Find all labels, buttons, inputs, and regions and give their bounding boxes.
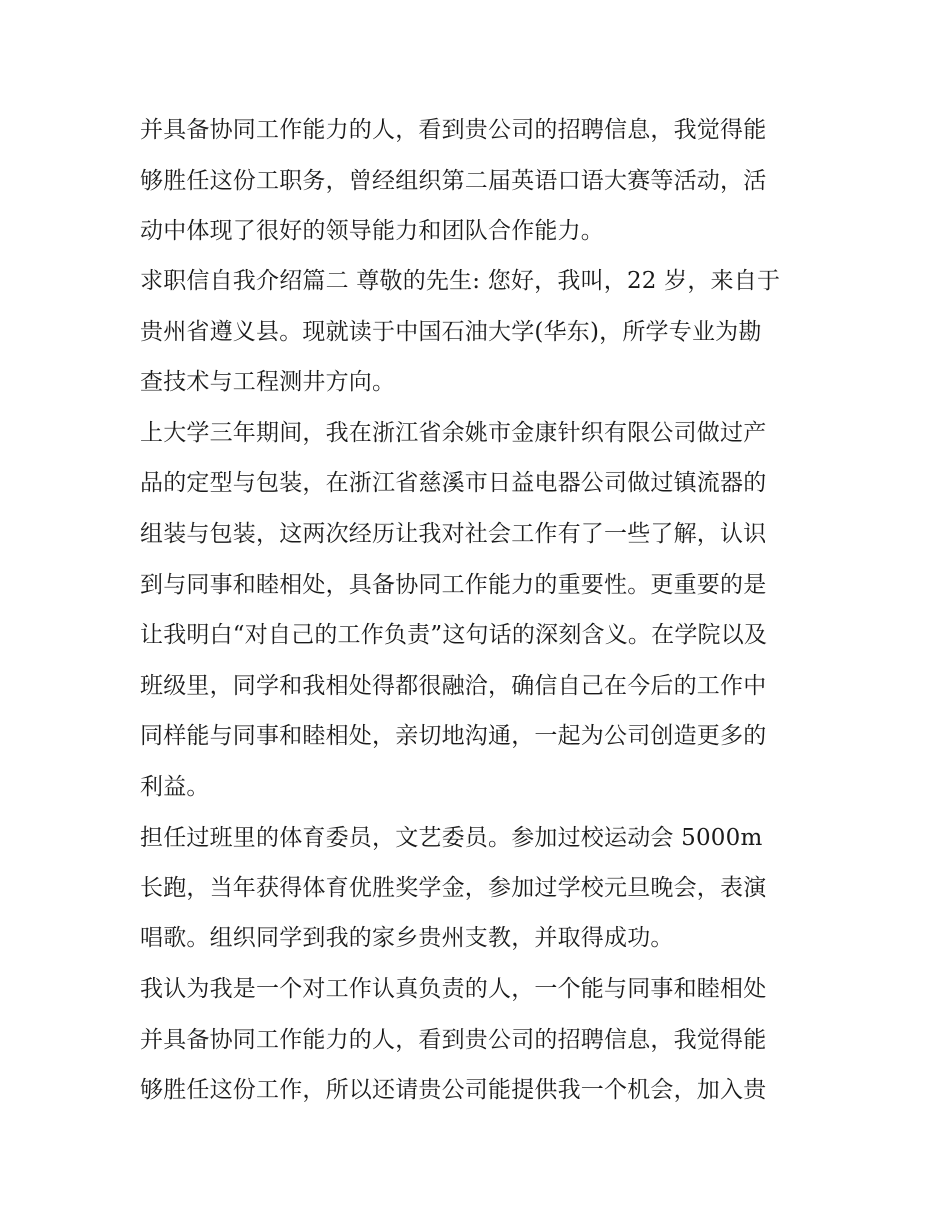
text-line: 并具备协同工作能力的人，看到贵公司的招聘信息，我觉得能 [140, 117, 767, 143]
text-line: 够胜任这份工职务，曾经组织第二届英语口语大赛等活动，活 [140, 168, 767, 194]
text-line: 贵州省遵义县。现就读于中国石油大学(华东)，所学专业为勘 [140, 319, 762, 345]
text-line: 担任过班里的体育委员，文艺委员。参加过校运动会 5000m [140, 825, 763, 851]
text-line: 品的定型与包装，在浙江省慈溪市日益电器公司做过镇流器的 [140, 470, 767, 496]
text-line: 唱歌。组织同学到我的家乡贵州支教，并取得成功。 [140, 925, 674, 951]
text-line: 并具备协同工作能力的人，看到贵公司的招聘信息，我觉得能 [140, 1027, 767, 1053]
text-line: 动中体现了很好的领导能力和团队合作能力。 [140, 218, 604, 244]
text-line: 同样能与同事和睦相处，亲切地沟通，一起为公司创造更多的 [140, 723, 767, 749]
text-line: 我认为我是一个对工作认真负责的人，一个能与同事和睦相处 [140, 976, 767, 1002]
text-line: 上大学三年期间，我在浙江省余姚市金康针织有限公司做过产 [140, 420, 767, 446]
text-line: 班级里，同学和我相处得都很融洽，确信自己在今后的工作中 [140, 673, 767, 699]
text-line: 到与同事和睦相处，具备协同工作能力的重要性。更重要的是 [140, 572, 767, 598]
text-line: 求职信自我介绍篇二 尊敬的先生: 您好，我叫，22 岁，来自于 [140, 268, 781, 294]
text-line: 查技术与工程测井方向。 [140, 369, 396, 395]
text-line: 让我明白“对自己的工作负责”这句话的深刻含义。在学院以及 [140, 622, 768, 648]
text-line: 长跑，当年获得体育优胜奖学金，参加过学校元旦晚会，表演 [140, 875, 767, 901]
text-line: 够胜任这份工作，所以还请贵公司能提供我一个机会，加入贵 [140, 1077, 767, 1103]
text-line: 利益。 [140, 774, 210, 800]
text-line: 组装与包装，这两次经历让我对社会工作有了一些了解，认识 [140, 521, 767, 547]
